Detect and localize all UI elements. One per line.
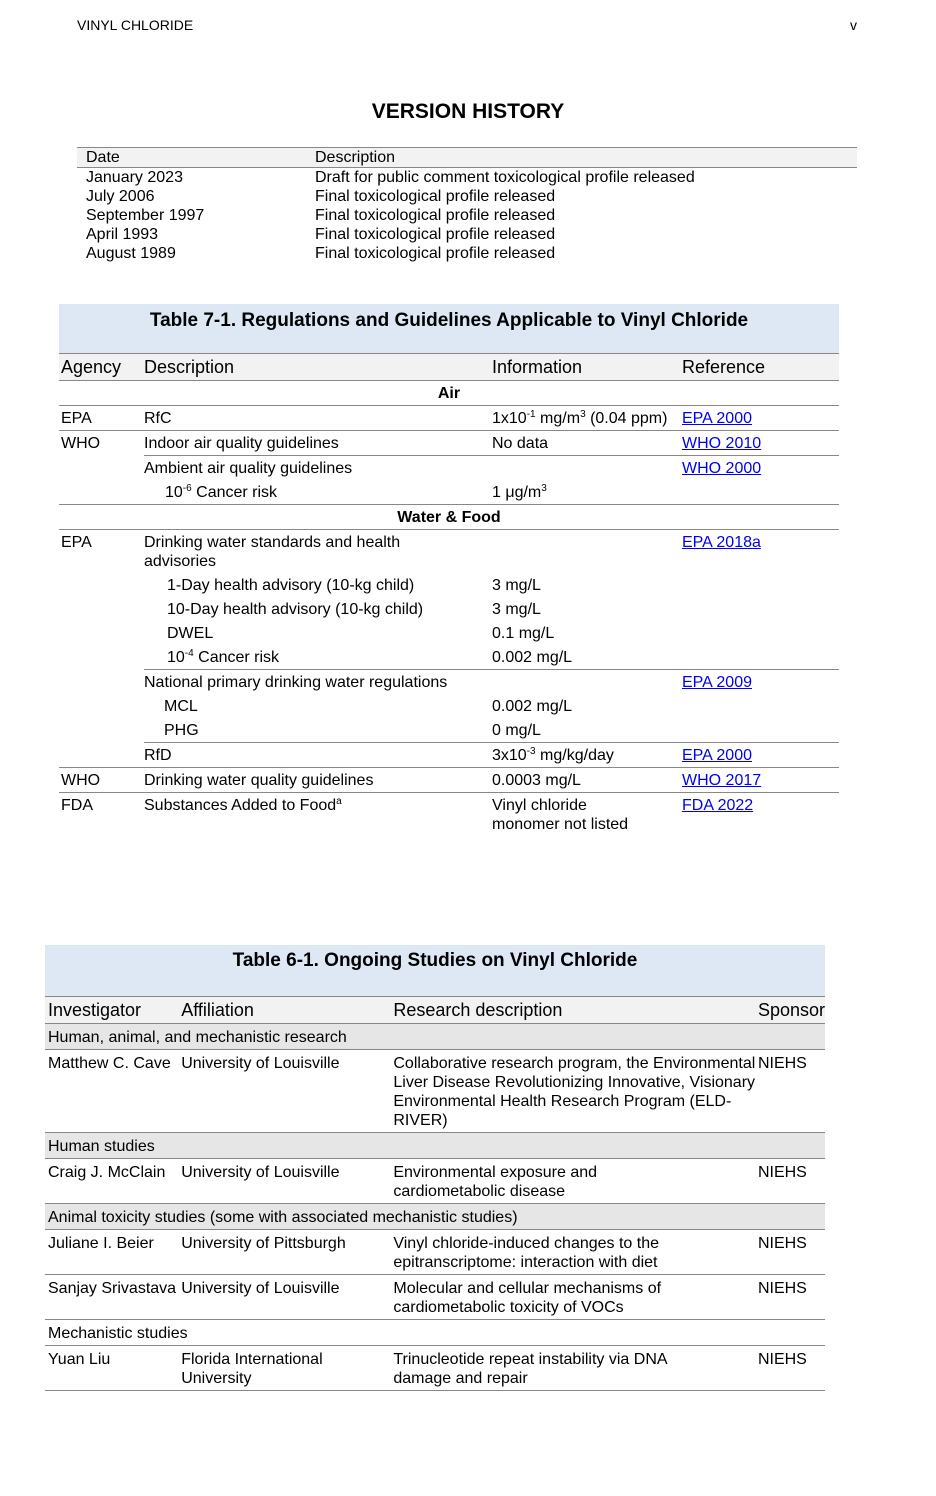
description-cell: Substances Added to Food$^a$ — [144, 796, 342, 814]
description-cell: DWEL — [167, 625, 214, 642]
table-row — [77, 244, 857, 263]
col-description: Description — [315, 148, 857, 168]
table-row — [45, 1159, 825, 1204]
category-label: Mechanistic studies — [45, 1320, 825, 1346]
table-row — [59, 768, 839, 793]
table-row — [59, 597, 839, 621]
investigator-cell: Yuan Liu — [45, 1346, 181, 1391]
information-cell: 0 mg/L — [492, 718, 682, 743]
date-cell: July 2006 — [86, 188, 155, 205]
description-cell: RfC — [144, 406, 492, 431]
description-cell: MCL — [164, 698, 198, 715]
running-header: VINYL CHLORIDE — [77, 17, 194, 33]
col-reference: Reference — [682, 354, 839, 381]
affiliation-cell: University of Louisville — [181, 1050, 393, 1133]
table-row — [45, 1050, 825, 1133]
description-cell: Indoor air quality guidelines — [144, 431, 492, 456]
table-row — [59, 793, 839, 837]
agency-cell: FDA — [61, 797, 93, 814]
table-row — [59, 530, 839, 574]
investigator-cell: Matthew C. Cave — [45, 1050, 181, 1133]
col-description: Description — [144, 354, 492, 381]
information-cell: 0.0003 mg/L — [492, 768, 682, 793]
table-row — [77, 187, 857, 206]
table-row — [59, 573, 839, 597]
sponsor-cell: NIEHS — [758, 1050, 825, 1133]
col-sponsor: Sponsor — [758, 997, 825, 1024]
col-affiliation: Affiliation — [181, 997, 393, 1024]
table-row — [77, 206, 857, 225]
table-7-1-title: Table 7-1. Regulations and Guidelines Applicable to Vinyl Chloride — [59, 304, 839, 353]
table-row — [45, 1275, 825, 1320]
research-cell: Molecular and cellular mechanisms of cardiometabolic toxicity of VOCs — [393, 1275, 758, 1320]
description-cell: Final toxicological profile released — [315, 226, 556, 243]
col-information: Information — [492, 354, 682, 381]
table-row — [45, 1346, 825, 1391]
information-cell: 3 mg/L — [492, 577, 541, 594]
description-cell: $10^{-6}$ Cancer risk — [165, 483, 278, 501]
affiliation-cell: University of Louisville — [181, 1275, 393, 1320]
table-row — [59, 406, 839, 431]
col-date: Date — [77, 148, 315, 168]
category-label: Human, animal, and mechanistic research — [45, 1024, 825, 1050]
table-row — [59, 621, 839, 645]
information-cell: No data — [492, 431, 682, 456]
investigator-cell: Sanjay Srivastava — [45, 1275, 181, 1320]
investigator-cell: Juliane I. Beier — [45, 1230, 181, 1275]
description-cell: 1-Day health advisory (10-kg child) — [167, 577, 415, 594]
version-history-title: VERSION HISTORY — [371, 100, 565, 123]
table-row — [59, 743, 839, 768]
col-agency: Agency — [59, 354, 144, 381]
sponsor-cell: NIEHS — [758, 1230, 825, 1275]
category-label: Animal toxicity studies (some with associated mechanistic studies) — [45, 1204, 825, 1230]
description-cell: Draft for public comment toxicological profile released — [315, 169, 695, 186]
regulations-table — [59, 353, 839, 836]
description-cell: 10-Day health advisory (10-kg child) — [167, 601, 424, 618]
research-cell: Environmental exposure and cardiometabolic disease — [393, 1159, 758, 1204]
information-cell: Vinyl chloride monomer not listed — [492, 797, 629, 833]
information-cell: $1x10^{-1}$ $mg/m^3$ (0.04 ppm) — [492, 406, 682, 431]
category-row — [45, 1133, 825, 1159]
reference-link[interactable]: WHO 2010 — [682, 435, 762, 452]
category-row — [45, 1024, 825, 1050]
sponsor-cell: NIEHS — [758, 1346, 825, 1391]
reference-link[interactable]: EPA 2009 — [682, 674, 752, 691]
table-row — [77, 225, 857, 244]
agency-cell: EPA — [59, 406, 144, 431]
description-cell: Ambient air quality guidelines — [144, 460, 353, 477]
table-row — [59, 670, 839, 695]
information-cell: $3x10^{-3}$ mg/kg/day — [492, 743, 682, 768]
reference-link[interactable]: WHO 2000 — [682, 460, 762, 477]
sponsor-cell: NIEHS — [758, 1159, 825, 1204]
description-cell: RfD — [144, 743, 492, 768]
date-cell: August 1989 — [86, 245, 176, 262]
research-cell: Vinyl chloride-induced changes to the epitranscriptome: interaction with diet — [393, 1230, 758, 1275]
date-cell: January 2023 — [86, 169, 183, 186]
table-row — [59, 431, 839, 456]
description-cell: Final toxicological profile released — [315, 245, 556, 262]
ongoing-studies-table — [45, 996, 825, 1391]
table-row — [77, 168, 857, 188]
research-cell: Trinucleotide repeat instability via DNA damage and repair — [393, 1346, 758, 1391]
col-investigator: Investigator — [45, 997, 181, 1024]
description-cell: PHG — [144, 718, 492, 743]
description-cell: National primary drinking water regulations — [144, 674, 448, 691]
col-research: Research description — [393, 997, 758, 1024]
description-cell: Final toxicological profile released — [315, 207, 556, 224]
section-row — [59, 505, 839, 530]
description-cell: $10^{-4}$ Cancer risk — [144, 645, 492, 670]
information-cell: 0.002 mg/L — [492, 645, 682, 670]
description-cell: Drinking water standards and health advisories — [144, 534, 401, 570]
information-cell: 0.1 mg/L — [492, 625, 555, 642]
category-row — [45, 1204, 825, 1230]
reference-link[interactable]: EPA 2018a — [682, 534, 761, 551]
date-cell: September 1997 — [86, 207, 205, 224]
page-number: v — [850, 17, 857, 33]
information-cell: 1 $\mu g/m^3$ — [492, 483, 547, 501]
reference-link[interactable]: EPA 2000 — [682, 410, 752, 427]
affiliation-cell: University of Pittsburgh — [181, 1230, 393, 1275]
reference-link[interactable]: EPA 2000 — [682, 747, 752, 764]
table-row — [59, 718, 839, 743]
table-row — [45, 1230, 825, 1275]
table-row — [59, 645, 839, 670]
description-cell: Final toxicological profile released — [315, 188, 556, 205]
table-row — [59, 480, 839, 505]
date-cell: April 1993 — [86, 226, 159, 243]
section-row — [59, 381, 839, 406]
information-cell: 3 mg/L — [492, 601, 541, 618]
information-cell: 0.002 mg/L — [492, 698, 573, 715]
section-water-food: Water & Food — [59, 505, 839, 530]
reference-link[interactable]: WHO 2017 — [682, 772, 762, 789]
affiliation-cell: University of Louisville — [181, 1159, 393, 1204]
description-cell: Drinking water quality guidelines — [144, 768, 492, 793]
section-air: Air — [59, 381, 839, 406]
category-label: Human studies — [45, 1133, 825, 1159]
reference-link[interactable]: FDA 2022 — [682, 797, 754, 814]
investigator-cell: Craig J. McClain — [45, 1159, 181, 1204]
agency-cell: EPA — [61, 534, 92, 551]
table-6-1-title: Table 6-1. Ongoing Studies on Vinyl Chloride — [45, 945, 825, 996]
agency-cell: WHO — [61, 435, 101, 452]
research-cell: Collaborative research program, the Environmental Liver Disease Revolutionizing Innovative, Visionary Environmental Health Research Program (ELD-RIVER) — [393, 1050, 758, 1133]
table-row — [59, 694, 839, 718]
agency-cell: WHO — [59, 768, 144, 793]
version-history-table — [77, 147, 857, 263]
category-row — [45, 1320, 825, 1346]
affiliation-cell: Florida International University — [181, 1346, 393, 1391]
table-row — [59, 456, 839, 481]
sponsor-cell: NIEHS — [758, 1275, 825, 1320]
